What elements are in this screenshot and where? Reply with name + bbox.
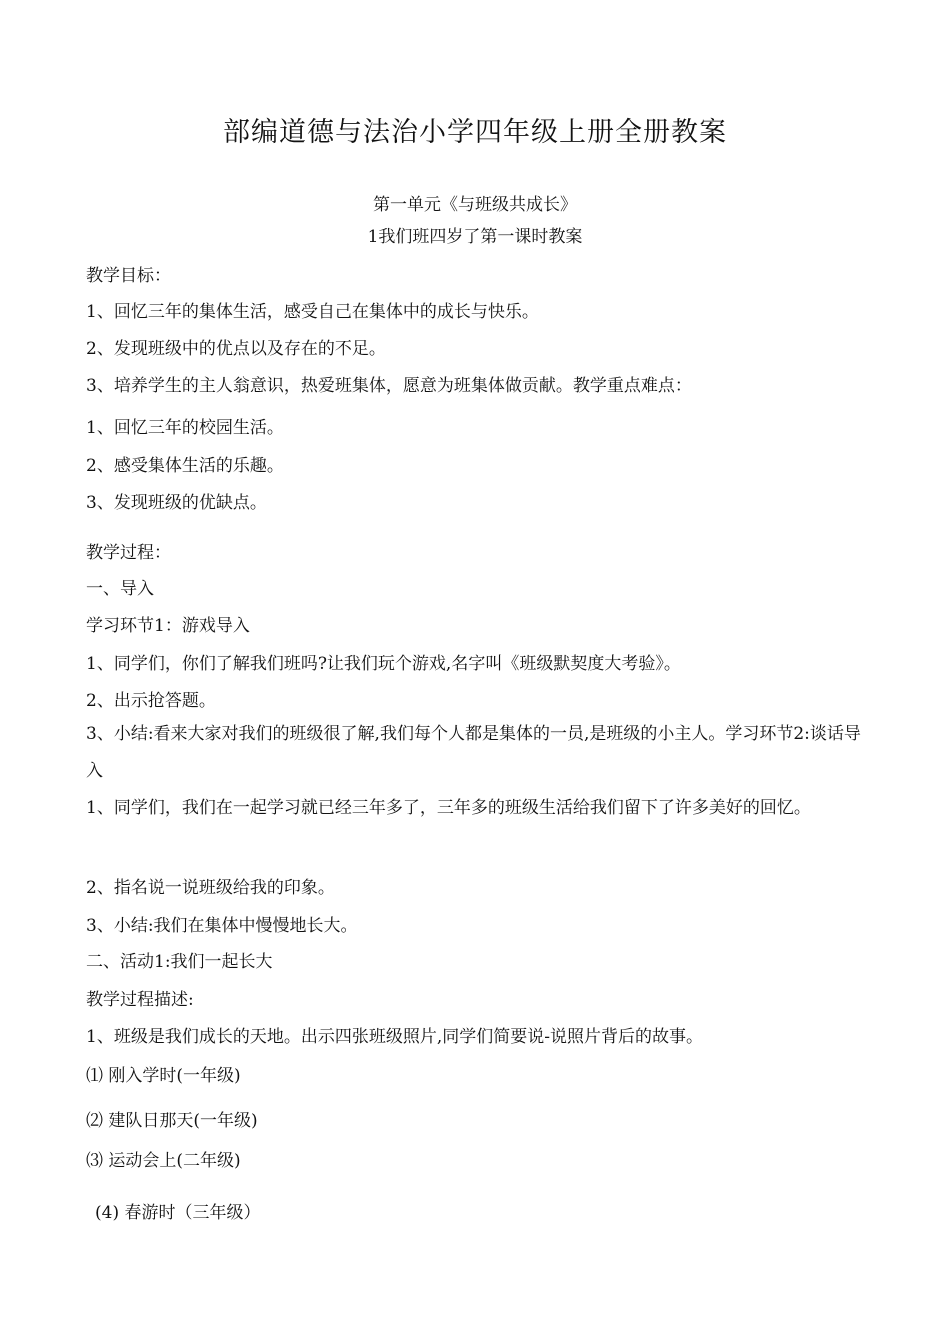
text-paragraph: 1、同学们，我们在一起学习就已经三年多了，三年多的班级生活给我们留下了许多美好的回忆。	[86, 798, 811, 818]
text-line: 2、感受集体生活的乐趣。	[86, 456, 284, 476]
text-line: 一、导入	[86, 579, 154, 599]
text-line: 学习环节1：游戏导入	[86, 616, 250, 636]
text-line: 教学过程：	[86, 543, 171, 563]
text-line: 3、发现班级的优缺点。	[86, 493, 267, 513]
lesson-title: 1我们班四岁了第一课时教案	[367, 227, 583, 247]
unit-title: 第一单元《与班级共成长》	[373, 195, 577, 215]
list-item: ⑵ 建队日那天(一年级)	[86, 1111, 258, 1131]
text-line: 1、同学们，你们了解我们班吗?让我们玩个游戏,名字叫《班级默契度大考验》。	[86, 654, 681, 674]
text-line: 2、发现班级中的优点以及存在的不足。	[86, 339, 386, 359]
list-item: ⑴ 刚入学时(一年级)	[86, 1066, 241, 1086]
text-line: 3、培养学生的主人翁意识，热爱班集体，愿意为班集体做贡献。教学重点难点：	[86, 376, 692, 396]
list-item: ⑶ 运动会上(二年级)	[86, 1151, 241, 1171]
text-line: 1、班级是我们成长的天地。出示四张班级照片,同学们简要说-说照片背后的故事。	[86, 1027, 703, 1047]
text-paragraph: 3、小结:看来大家对我们的班级很了解,我们每个人都是集体的一员,是班级的小主人。学习环节2:谈话导入	[86, 724, 861, 781]
text-line: 教学过程描述:	[86, 990, 194, 1010]
text-line: 1、回忆三年的集体生活，感受自己在集体中的成长与快乐。	[86, 302, 539, 322]
text-line: 教学目标：	[86, 266, 171, 286]
list-item: (4) 春游时（三年级）	[95, 1203, 261, 1223]
text-line: 1、回忆三年的校园生活。	[86, 418, 284, 438]
document-title: 部编道德与法治小学四年级上册全册教案	[223, 117, 727, 148]
text-line: 3、小结:我们在集体中慢慢地长大。	[86, 916, 358, 936]
text-line: 2、出示抢答题。	[86, 691, 216, 711]
text-line: 二、活动1:我们一起长大	[86, 952, 273, 972]
text-line: 2、指名说一说班级给我的印象。	[86, 878, 335, 898]
